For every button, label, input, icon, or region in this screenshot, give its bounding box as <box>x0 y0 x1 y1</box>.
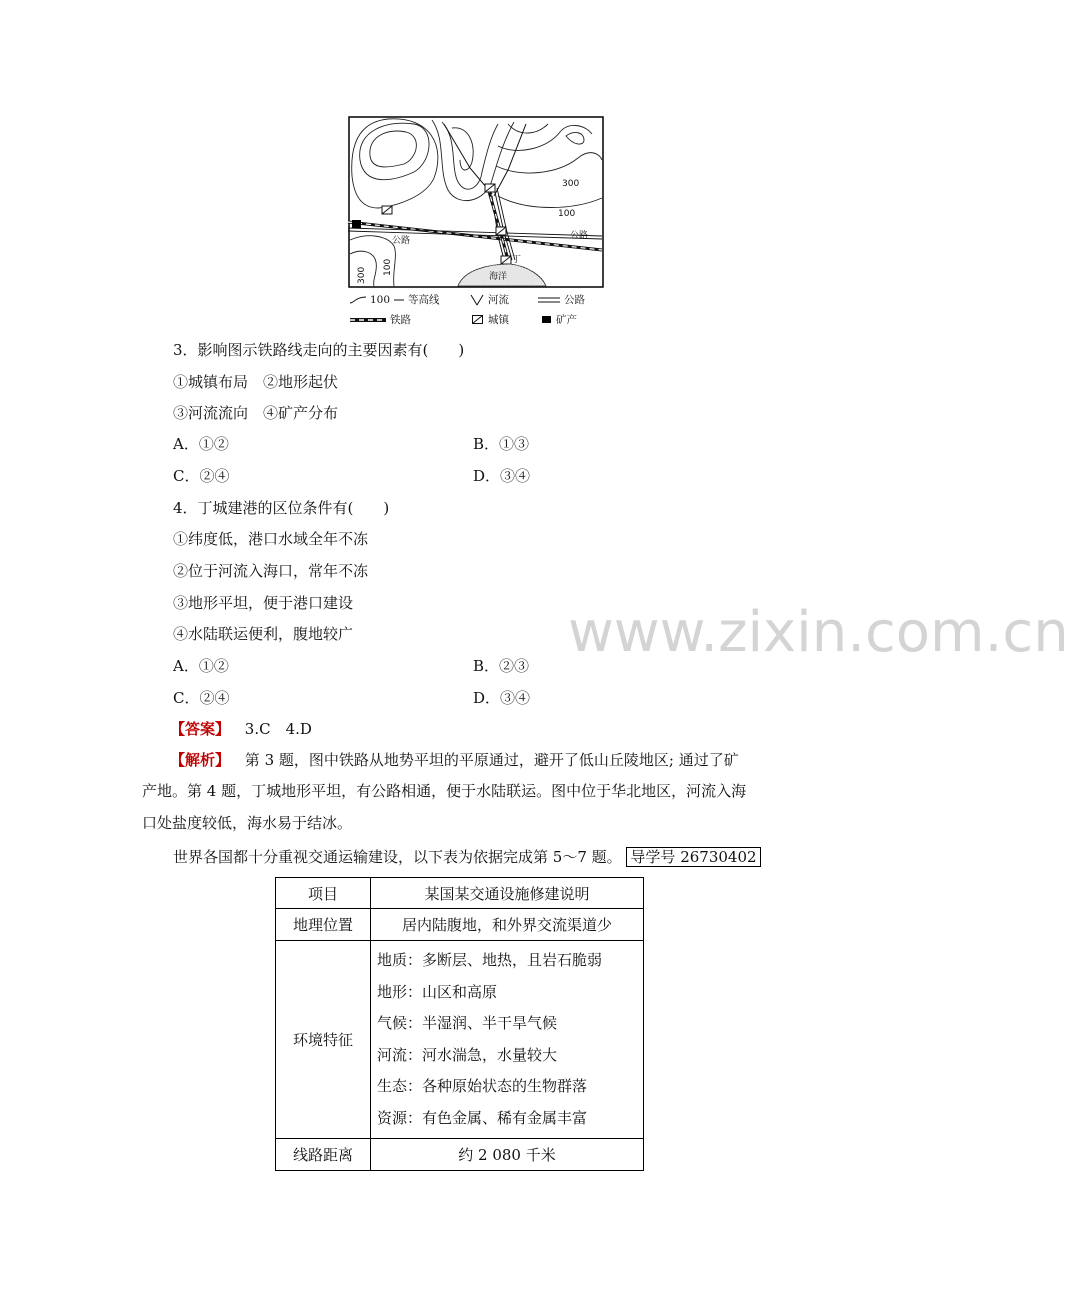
table-cell: 地理位置 <box>276 909 371 941</box>
railway-icon <box>350 316 386 324</box>
intro-text: 世界各国都十分重视交通运输建设，以下表为依据完成第 5～7 题。 <box>173 848 622 866</box>
topographic-map <box>348 116 604 288</box>
q4-item: ①纬度低，港口水域全年不冻 <box>173 530 369 548</box>
analysis-text-1: 第 3 题，图中铁路从地势平坦的平原通过，避开了低山丘陵地区; 通过了矿 <box>244 751 739 769</box>
answer-text: 3.C 4.D <box>244 720 312 738</box>
analysis-tag: 【解析】 <box>170 751 231 769</box>
road-icon <box>538 296 560 304</box>
answer-tag: 【答案】 <box>170 720 231 738</box>
table-cell: 线路距离 <box>276 1139 371 1171</box>
table-cell: 环境特征 <box>276 941 371 1139</box>
analysis-line-2: 产地。第 4 题，丁城地形平坦，有公路相通，便于水陆联运。图中位于华北地区，河流入海 <box>142 782 747 800</box>
guide-number: 导学号 26730402 <box>626 847 760 867</box>
legend-railway <box>350 312 411 327</box>
q4-option-b: B．②③ <box>473 657 530 675</box>
legend-river-label: 河流 <box>488 294 509 306</box>
legend-mine <box>542 312 577 327</box>
q4-item: ②位于河流入海口，常年不冻 <box>173 562 369 580</box>
legend-river <box>470 292 509 307</box>
table-row <box>276 1139 644 1171</box>
legend-road <box>538 292 585 307</box>
env-item: 河流：河水湍急，水量较大 <box>377 1045 558 1064</box>
env-item: 气候：半湿润、半干旱气候 <box>377 1014 558 1032</box>
legend-railway-label: 铁路 <box>390 314 411 326</box>
legend-road-label: 公路 <box>564 294 585 306</box>
intro-line <box>173 846 761 867</box>
q3-item: ③河流流向 ④矿产分布 <box>173 404 339 422</box>
label-ding: 丁 <box>512 255 522 265</box>
q3-option-a: A．①② <box>173 435 229 453</box>
legend-town <box>472 312 509 327</box>
env-item: 生态：各种原始状态的生物群落 <box>377 1077 588 1095</box>
label-100-left: 100 <box>383 258 393 276</box>
q4-stem: 4．丁城建港的区位条件有( ) <box>173 499 390 517</box>
label-100-right: 100 <box>558 209 576 219</box>
table-row <box>276 941 644 1139</box>
q3-option-c: C．②④ <box>173 467 230 485</box>
map-legend <box>348 290 618 332</box>
table-row <box>276 878 644 909</box>
river-icon <box>470 294 484 306</box>
table-header-cell: 项目 <box>276 878 371 909</box>
legend-contour-label: 等高线 <box>408 294 440 306</box>
legend-mine-label: 矿产 <box>556 314 577 326</box>
mine-icon <box>542 316 552 324</box>
q3-option-b: B．①③ <box>473 435 530 453</box>
town-icon <box>472 315 484 325</box>
label-road-right: 公路 <box>570 231 589 241</box>
q4-option-c: C．②④ <box>173 689 230 707</box>
watermark: www.zixin.com.cn <box>568 600 1069 665</box>
label-road-left: 公路 <box>392 236 411 246</box>
answer-line <box>170 718 312 739</box>
env-item: 地质：多断层、地热，且岩石脆弱 <box>377 951 603 969</box>
legend-town-label: 城镇 <box>488 314 509 326</box>
env-item: 资源：有色金属、稀有金属丰富 <box>377 1108 588 1127</box>
table-row <box>276 909 644 941</box>
q4-option-a: A．①② <box>173 657 229 675</box>
info-table <box>275 877 644 1171</box>
legend-contour-prefix: 100 <box>370 293 391 306</box>
q3-option-d: D．③④ <box>473 467 531 485</box>
mine-symbol <box>352 220 361 228</box>
label-300-left: 300 <box>357 266 367 284</box>
table-cell: 居内陆腹地，和外界交流渠道少 <box>371 909 644 941</box>
env-item: 地形：山区和高原 <box>377 982 498 1001</box>
label-sea: 海洋 <box>489 272 508 282</box>
table-cell: 约 2 080 千米 <box>371 1139 644 1171</box>
analysis-line-3: 口处盐度较低，海水易于结冰。 <box>142 814 353 832</box>
table-cell-env <box>371 941 644 1139</box>
analysis-line-1 <box>170 749 739 770</box>
q4-option-d: D．③④ <box>473 689 531 707</box>
q3-item: ①城镇布局 ②地形起伏 <box>173 373 339 391</box>
q3-stem: 3．影响图示铁路线走向的主要因素有( ) <box>173 341 465 359</box>
legend-contour <box>350 292 440 307</box>
q4-item: ③地形平坦，便于港口建设 <box>173 594 354 612</box>
q4-item: ④水陆联运便利，腹地较广 <box>173 625 354 643</box>
table-header-cell: 某国某交通设施修建说明 <box>371 878 644 909</box>
label-300-right: 300 <box>562 179 580 189</box>
contour-icon <box>350 295 366 305</box>
